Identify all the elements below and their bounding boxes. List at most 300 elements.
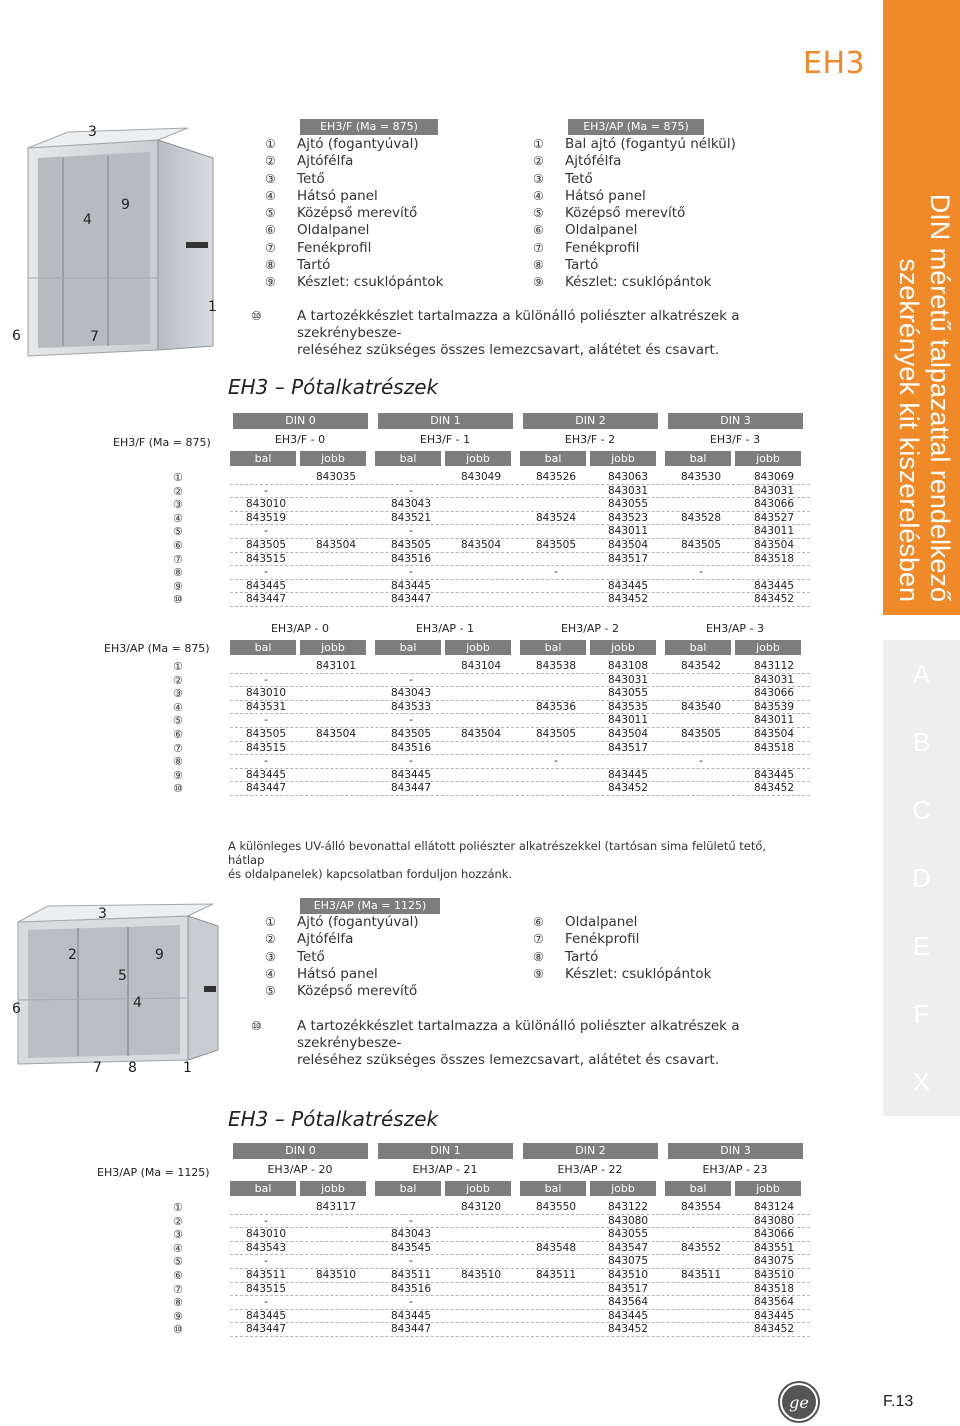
- table-cell: 843452: [753, 782, 795, 795]
- table-cell: 843516: [390, 1282, 432, 1295]
- accessory-note-1: ⑩ A tartozékkészlet tartalmazza a különálló poliészter alkatrészek a szekrénybesze- reléséhez szükséges összes lemezcsavart, alátétet és csavart.: [251, 308, 740, 358]
- model-header: EH3/AP - 1: [415, 622, 475, 635]
- table-row: [230, 1269, 810, 1283]
- table-cell: 843112: [753, 660, 795, 672]
- hand-header-right: jobb: [735, 1181, 801, 1196]
- table-cell: 843526: [535, 471, 577, 483]
- row-number: ⑤: [173, 1255, 183, 1269]
- table-cell: 843035: [315, 471, 357, 483]
- table-cell: 843527: [753, 511, 795, 524]
- table-cell: -: [554, 566, 558, 579]
- tab-letter-b[interactable]: B: [883, 708, 960, 776]
- row-number: ③: [173, 498, 183, 512]
- table-cell: 843031: [753, 673, 795, 686]
- table-cell: 843531: [245, 700, 287, 713]
- table-cell: -: [264, 714, 268, 727]
- table-cell: 843511: [390, 1268, 432, 1281]
- table-cell: 843445: [245, 1309, 287, 1322]
- list-item: ⑦ Fenékprofil: [533, 239, 640, 256]
- din-header: DIN 0: [233, 1143, 368, 1159]
- table-cell: 843528: [680, 511, 722, 524]
- hand-header-right: jobb: [445, 1181, 511, 1196]
- table-cell: 843564: [607, 1296, 649, 1309]
- hand-header-left: bal: [375, 1181, 441, 1196]
- table-cell: 843535: [607, 700, 649, 713]
- list-item: ⑧ Tartó: [533, 257, 599, 274]
- parts-header-ap: EH3/AP (Ma = 875): [568, 119, 704, 135]
- page-code: F.13: [883, 1393, 914, 1410]
- callout-1: 1: [208, 299, 217, 315]
- table-cell: 843075: [607, 1255, 649, 1268]
- table-cell: 843066: [753, 498, 795, 511]
- table-cell: -: [409, 484, 413, 497]
- table-cell: 843504: [607, 727, 649, 740]
- table-row: [230, 660, 810, 674]
- table-cell: 843511: [535, 1268, 577, 1281]
- table-cell: 843120: [460, 1201, 502, 1213]
- row-number: ④: [173, 700, 183, 714]
- table-row: [230, 580, 810, 594]
- row-number: ⑥: [173, 538, 183, 552]
- table-cell: 843539: [753, 700, 795, 713]
- table-row: [230, 485, 810, 499]
- list-item: ⑨ Készlet: csuklópántok: [533, 965, 712, 982]
- table-cell: 843505: [535, 727, 577, 740]
- table-cell: 843445: [753, 1309, 795, 1322]
- hand-header-right: jobb: [590, 640, 656, 655]
- list-item: ⑨ Készlet: csuklópántok: [265, 274, 444, 291]
- table-cell: 843504: [753, 727, 795, 740]
- table-cell: 843510: [315, 1268, 357, 1281]
- tab-letter-f[interactable]: F: [883, 980, 960, 1048]
- table-cell: 843445: [390, 1309, 432, 1322]
- table-cell: 843515: [245, 741, 287, 754]
- table-cell: 843519: [245, 511, 287, 524]
- table-cell: 843010: [245, 1228, 287, 1241]
- hand-header-left: bal: [520, 1181, 586, 1196]
- list-item: ⑨ Készlet: csuklópántok: [533, 274, 712, 291]
- hand-header-right: jobb: [445, 640, 511, 655]
- row-number: ⑦: [173, 1282, 183, 1296]
- callout-7: 7: [93, 1060, 102, 1076]
- parts-list-ap: [533, 136, 736, 292]
- table-cell: 843548: [535, 1241, 577, 1254]
- table-cell: 843104: [460, 660, 502, 672]
- table-cell: 843505: [680, 538, 722, 551]
- list-item: ② Ajtófélfa: [265, 931, 354, 948]
- table-row: [230, 512, 810, 526]
- table3: [230, 1143, 810, 1343]
- table-cell: -: [409, 566, 413, 579]
- table-cell: 843516: [390, 552, 432, 565]
- table-cell: -: [409, 755, 413, 768]
- callout-7: 7: [90, 329, 99, 345]
- row-number: ⑩: [173, 593, 183, 607]
- table-cell: 843511: [245, 1268, 287, 1281]
- table-cell: 843445: [607, 579, 649, 592]
- callout-6: 6: [12, 328, 21, 344]
- table-row: [230, 553, 810, 567]
- table-cell: 843452: [607, 782, 649, 795]
- hand-header-right: jobb: [300, 640, 366, 655]
- tab-letter-x[interactable]: X: [883, 1048, 960, 1116]
- tab-letter-d[interactable]: D: [883, 844, 960, 912]
- table-cell: -: [699, 566, 703, 579]
- table-cell: 843524: [535, 511, 577, 524]
- table-cell: -: [264, 755, 268, 768]
- table-cell: 843445: [245, 579, 287, 592]
- model-header: EH3/F - 2: [564, 433, 616, 446]
- table-cell: 843447: [390, 1323, 432, 1336]
- table-cell: 843517: [607, 552, 649, 565]
- table-cell: 843515: [245, 1282, 287, 1295]
- list-item: ⑧ Tartó: [265, 257, 331, 274]
- table-row: [230, 769, 810, 783]
- table-cell: 843445: [245, 768, 287, 781]
- row-number: ④: [173, 1241, 183, 1255]
- table-cell: 843552: [680, 1241, 722, 1254]
- hand-header-left: bal: [665, 640, 731, 655]
- hand-header-left: bal: [520, 451, 586, 466]
- page-title: EH3: [803, 46, 866, 81]
- table-row: [230, 471, 810, 485]
- table-cell: 843504: [460, 727, 502, 740]
- table-cell: -: [699, 755, 703, 768]
- table-cell: -: [264, 525, 268, 538]
- table-cell: 843505: [680, 727, 722, 740]
- row-number: ③: [173, 1228, 183, 1242]
- callout-5: 5: [118, 968, 127, 984]
- table-cell: -: [264, 1296, 268, 1309]
- table-cell: 843505: [390, 727, 432, 740]
- table-cell: -: [409, 525, 413, 538]
- hand-header-left: bal: [665, 1181, 731, 1196]
- hand-header-right: jobb: [300, 451, 366, 466]
- table-cell: -: [409, 1214, 413, 1227]
- row-number: ④: [173, 511, 183, 525]
- callout-4: 4: [133, 995, 142, 1011]
- list-item: ③ Tető: [533, 170, 593, 187]
- din-header: DIN 2: [523, 1143, 658, 1159]
- callout-4: 4: [83, 212, 92, 228]
- table-cell: 843101: [315, 660, 357, 672]
- list-item: ⑤ Középső merevítő: [533, 205, 686, 222]
- table-cell: 843452: [607, 1323, 649, 1336]
- row-number: ②: [173, 1214, 183, 1228]
- table-cell: 843452: [753, 593, 795, 606]
- table-cell: 843504: [753, 538, 795, 551]
- row-number: ②: [173, 673, 183, 687]
- parts-list-1125-b: [533, 914, 711, 983]
- section-tabs: [883, 0, 960, 1426]
- list-item: ① Bal ajtó (fogantyú nélkül): [533, 136, 736, 152]
- list-item: ⑧ Tartó: [533, 948, 599, 965]
- accessory-note-2: ⑩ A tartozékkészlet tartalmazza a különálló poliészter alkatrészek a szekrénybesze- reléséhez szükséges összes lemezcsavart, alátétet és csavart.: [251, 1018, 740, 1068]
- model-header: EH3/AP - 2: [560, 622, 620, 635]
- table-cell: 843031: [607, 484, 649, 497]
- table-row: [230, 1255, 810, 1269]
- table-cell: 843550: [535, 1201, 577, 1213]
- table-cell: 843545: [390, 1241, 432, 1254]
- din-header: DIN 1: [378, 1143, 513, 1159]
- table-cell: 843505: [535, 538, 577, 551]
- callout-6: 6: [12, 1001, 21, 1017]
- table-cell: 843066: [753, 1228, 795, 1241]
- list-item: ① Ajtó (fogantyúval): [265, 914, 419, 930]
- table-cell: 843543: [245, 1241, 287, 1254]
- section-title-spare-parts-2: EH3 – Pótalkatrészek: [228, 1107, 439, 1131]
- table-cell: 843043: [390, 687, 432, 700]
- list-item: ⑦ Fenékprofil: [265, 239, 372, 256]
- table-cell: -: [409, 1255, 413, 1268]
- table-cell: 843445: [390, 579, 432, 592]
- table-cell: 843043: [390, 498, 432, 511]
- table-row: [230, 687, 810, 701]
- cabinet-illustration-875: [8, 118, 228, 366]
- table-cell: 843011: [753, 525, 795, 538]
- callout-3: 3: [98, 906, 107, 922]
- table-row: [230, 539, 810, 553]
- table2: [230, 620, 810, 820]
- hand-header-left: bal: [230, 451, 296, 466]
- table-row: [230, 1228, 810, 1242]
- model-header: EH3/AP - 23: [702, 1163, 768, 1176]
- table-cell: 843504: [460, 538, 502, 551]
- table1-label: EH3/F (Ma = 875): [113, 436, 211, 449]
- list-item: ④ Hátsó panel: [265, 965, 378, 982]
- table-cell: 843518: [753, 1282, 795, 1295]
- table-cell: 843538: [535, 660, 577, 672]
- model-header: EH3/AP - 21: [412, 1163, 478, 1176]
- tab-letter-e[interactable]: E: [883, 912, 960, 980]
- table-cell: 843515: [245, 552, 287, 565]
- row-numbers: [173, 471, 183, 607]
- table-cell: -: [264, 484, 268, 497]
- hand-header-left: bal: [375, 640, 441, 655]
- list-item: ③ Tető: [265, 948, 325, 965]
- table-row: [230, 1310, 810, 1324]
- row-numbers: [173, 1201, 183, 1337]
- table-row: [230, 728, 810, 742]
- table-cell: 843510: [753, 1268, 795, 1281]
- list-item: ⑦ Fenékprofil: [533, 931, 640, 948]
- table-row: [230, 1242, 810, 1256]
- hand-header-left: bal: [665, 451, 731, 466]
- table-cell: 843063: [607, 471, 649, 483]
- table-row: [230, 701, 810, 715]
- row-number: ③: [173, 687, 183, 701]
- row-number: ⑧: [173, 755, 183, 769]
- tab-vertical-title-1: DIN méretű talpazattal rendelkező: [925, 193, 955, 602]
- table-cell: 843547: [607, 1241, 649, 1254]
- hand-header-left: bal: [375, 451, 441, 466]
- table-cell: 843518: [753, 741, 795, 754]
- list-item: ② Ajtófélfa: [533, 153, 622, 170]
- hand-header-left: bal: [230, 640, 296, 655]
- row-number: ⑩: [173, 1323, 183, 1337]
- table-row: [230, 782, 810, 796]
- row-number: ①: [173, 1201, 183, 1214]
- table-cell: 843523: [607, 511, 649, 524]
- table-cell: -: [264, 1214, 268, 1227]
- callout-9: 9: [155, 947, 164, 963]
- row-number: ⑩: [173, 782, 183, 796]
- table-cell: 843554: [680, 1201, 722, 1213]
- table-row: [230, 755, 810, 769]
- table-cell: 843043: [390, 1228, 432, 1241]
- row-number: ①: [173, 660, 183, 673]
- parts-header-1125: EH3/AP (Ma = 1125): [300, 898, 440, 914]
- table-cell: 843505: [245, 727, 287, 740]
- table-cell: 843117: [315, 1201, 357, 1213]
- callout-1: 1: [183, 1060, 192, 1076]
- table-cell: -: [264, 566, 268, 579]
- table-row: [230, 566, 810, 580]
- hand-header-right: jobb: [300, 1181, 366, 1196]
- table-cell: 843075: [753, 1255, 795, 1268]
- table-cell: 843505: [245, 538, 287, 551]
- list-item: ⑥ Oldalpanel: [533, 222, 638, 239]
- callout-3: 3: [88, 124, 97, 140]
- list-item: ④ Hátsó panel: [265, 187, 378, 204]
- hand-header-right: jobb: [590, 451, 656, 466]
- table-cell: 843516: [390, 741, 432, 754]
- tab-vertical-title-2: szekrények kit kiszerelésben: [894, 258, 924, 602]
- table-row: [230, 674, 810, 688]
- table-row: [230, 742, 810, 756]
- table-cell: 843055: [607, 498, 649, 511]
- row-number: ⑤: [173, 525, 183, 539]
- table-cell: 843445: [753, 579, 795, 592]
- table-cell: 843504: [315, 727, 357, 740]
- table-cell: 843122: [607, 1201, 649, 1213]
- callout-2: 2: [68, 947, 77, 963]
- table-cell: 843517: [607, 741, 649, 754]
- cabinet-illustration-1125: [8, 900, 223, 1070]
- table-cell: 843452: [753, 1323, 795, 1336]
- table-cell: 843010: [245, 687, 287, 700]
- din-header: DIN 3: [668, 413, 803, 429]
- parts-header-f: EH3/F (Ma = 875): [300, 119, 438, 135]
- callout-9: 9: [121, 197, 130, 213]
- list-item: ③ Tető: [265, 170, 325, 187]
- table-row: [230, 1296, 810, 1310]
- list-item: ⑥ Oldalpanel: [265, 222, 370, 239]
- table-cell: 843447: [245, 782, 287, 795]
- table-cell: 843011: [753, 714, 795, 727]
- parts-list-f: [265, 136, 443, 292]
- table-cell: 843510: [607, 1268, 649, 1281]
- list-item: ② Ajtófélfa: [265, 153, 354, 170]
- din-header: DIN 2: [523, 413, 658, 429]
- table-cell: 843510: [460, 1268, 502, 1281]
- table-cell: 843124: [753, 1201, 795, 1213]
- table2-label: EH3/AP (Ma = 875): [104, 642, 210, 655]
- list-item: ⑤ Középső merevítő: [265, 205, 418, 222]
- row-number: ⑨: [173, 579, 183, 593]
- list-item: ⑤ Középső merevítő: [265, 983, 418, 1000]
- table-cell: 843108: [607, 660, 649, 672]
- hand-header-right: jobb: [445, 451, 511, 466]
- row-number: ②: [173, 484, 183, 498]
- model-header: EH3/AP - 3: [705, 622, 765, 635]
- table-row: [230, 1323, 810, 1337]
- row-number: ⑨: [173, 1309, 183, 1323]
- table-cell: 843540: [680, 700, 722, 713]
- table-cell: 843445: [753, 768, 795, 781]
- row-number: ⑦: [173, 741, 183, 755]
- table-cell: 843055: [607, 687, 649, 700]
- row-number: ⑧: [173, 1296, 183, 1310]
- hand-header-right: jobb: [590, 1181, 656, 1196]
- row-number: ⑥: [173, 727, 183, 741]
- row-number: ⑤: [173, 714, 183, 728]
- table-cell: -: [264, 1255, 268, 1268]
- table3-label: EH3/AP (Ma = 1125): [97, 1166, 210, 1179]
- row-number: ⑧: [173, 566, 183, 580]
- table-row: [230, 498, 810, 512]
- table-row: [230, 1283, 810, 1297]
- table-cell: 843447: [245, 593, 287, 606]
- model-header: EH3/F - 3: [709, 433, 761, 446]
- model-header: EH3/AP - 20: [267, 1163, 333, 1176]
- table-cell: 843518: [753, 552, 795, 565]
- table-cell: 843517: [607, 1282, 649, 1295]
- row-number: ⑥: [173, 1268, 183, 1282]
- table-row: [230, 1201, 810, 1215]
- tab-letter-c[interactable]: C: [883, 776, 960, 844]
- table-cell: 843445: [607, 768, 649, 781]
- table-cell: 843445: [607, 1309, 649, 1322]
- table-cell: 843011: [607, 525, 649, 538]
- table-cell: 843080: [607, 1214, 649, 1227]
- table-cell: 843511: [680, 1268, 722, 1281]
- row-numbers: [173, 660, 183, 796]
- table-cell: 843010: [245, 498, 287, 511]
- table-cell: 843504: [607, 538, 649, 551]
- table-cell: -: [409, 714, 413, 727]
- svg-text:ge: ge: [789, 1393, 809, 1412]
- hand-header-right: jobb: [735, 451, 801, 466]
- din-header: DIN 3: [668, 1143, 803, 1159]
- table-cell: -: [264, 673, 268, 686]
- hand-header-left: bal: [520, 640, 586, 655]
- table-cell: 843069: [753, 471, 795, 483]
- table-cell: 843031: [607, 673, 649, 686]
- model-header: EH3/AP - 22: [557, 1163, 623, 1176]
- list-item: ④ Hátsó panel: [533, 187, 646, 204]
- tab-active-din[interactable]: [883, 0, 960, 615]
- model-header: EH3/F - 1: [419, 433, 471, 446]
- table-cell: 843452: [607, 593, 649, 606]
- hand-header-right: jobb: [735, 640, 801, 655]
- hand-header-left: bal: [230, 1181, 296, 1196]
- row-number: ⑦: [173, 552, 183, 566]
- table-cell: 843521: [390, 511, 432, 524]
- table-cell: 843505: [390, 538, 432, 551]
- table-cell: -: [409, 673, 413, 686]
- table-cell: 843564: [753, 1296, 795, 1309]
- parts-list-1125-a: [265, 914, 419, 1000]
- list-item: ① Ajtó (fogantyúval): [265, 136, 419, 152]
- table1: [230, 413, 810, 613]
- row-number: ⑨: [173, 768, 183, 782]
- row-number: ①: [173, 471, 183, 484]
- table-cell: 843447: [390, 782, 432, 795]
- list-item: ⑥ Oldalpanel: [533, 914, 638, 930]
- tab-letter-a[interactable]: A: [883, 640, 960, 708]
- ge-monogram-icon: [778, 1381, 820, 1423]
